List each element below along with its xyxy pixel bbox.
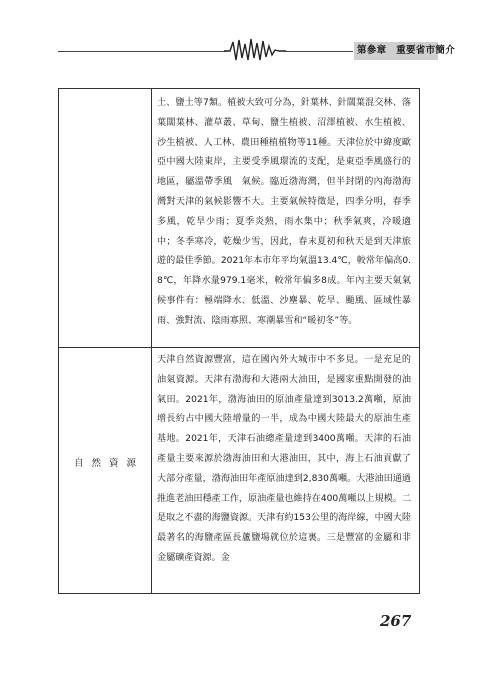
page-number: 267 [380, 612, 412, 630]
column-divider [151, 89, 152, 593]
chapter-title: 第參章 重要省市簡介 [354, 42, 438, 60]
header-rule-left [58, 51, 226, 52]
row-divider [59, 347, 419, 348]
pulse-wave-icon [224, 38, 286, 62]
climate-paragraph: 土、鹽土等7類。植被大致可分為，針葉林、針闊葉混交林、落葉闊葉林、灌草叢、草甸、鹽生植被、沼澤植被、水生植被、沙生植被、人工林、農田種植植物等11種。天津位於中緯度歐亞中國大陸東岸，主要受季風環流的支配，是東亞季風盛行的地區，屬溫帶季風 氣候。臨近渤海灣，但半封閉的內海渤海灣對天津的氣候影響不大。主要氣候特徵是，四季分明，春季多風，乾旱少雨；夏季炎熱，雨水集中；秋季氣爽，冷暖適中；冬季寒冷，乾燥少雪，因此，春末夏初和秋天是到天津旅遊的最佳季節。2021年本市年平均氣溫13.4℃，較常年偏高0.8℃，年降水量979.1毫米，較常年偏多8成。年內主要天氣氣候事件有：極端降水、低溫、沙塵暴、乾旱、颱風、區域性暴雨、強對流、陰雨寡照、寒潮暴雪和“暖初冬”等。 [157, 98, 411, 326]
page-header [58, 36, 456, 62]
header-rule-right [283, 51, 353, 52]
content-table [58, 88, 420, 594]
natural-resources-paragraph: 天津自然資源豐富，這在國內外大城市中不多見。一是充足的油氣資源。天津有渤海和大港兩大油田，是國家重點開發的油氣田。2021年，渤海油田的原油產量達到3013.2萬噸，原油增長約占中國大陸增量的一半，成為中國大陸最大的原油生產基地。2021年，天津石油總產量達到3400萬噸。天津的石油產量主要來源於渤海油田和大港油田，其中，海上石油貢獻了大部分產量，渤海油田年產原油達到2,830萬噸。大港油田通過推進老油田穩產工作，原油產量也維持在400萬噸以上規模。二是取之不盡的海鹽資源。天津有約153公里的海岸線，中國大陸最著名的海鹽產區長蘆鹽場就位於這裏。三是豐富的金屬和非金屬礦產資源。金 [157, 355, 411, 563]
row-label-natural-resources: 自然資源 [73, 458, 144, 469]
